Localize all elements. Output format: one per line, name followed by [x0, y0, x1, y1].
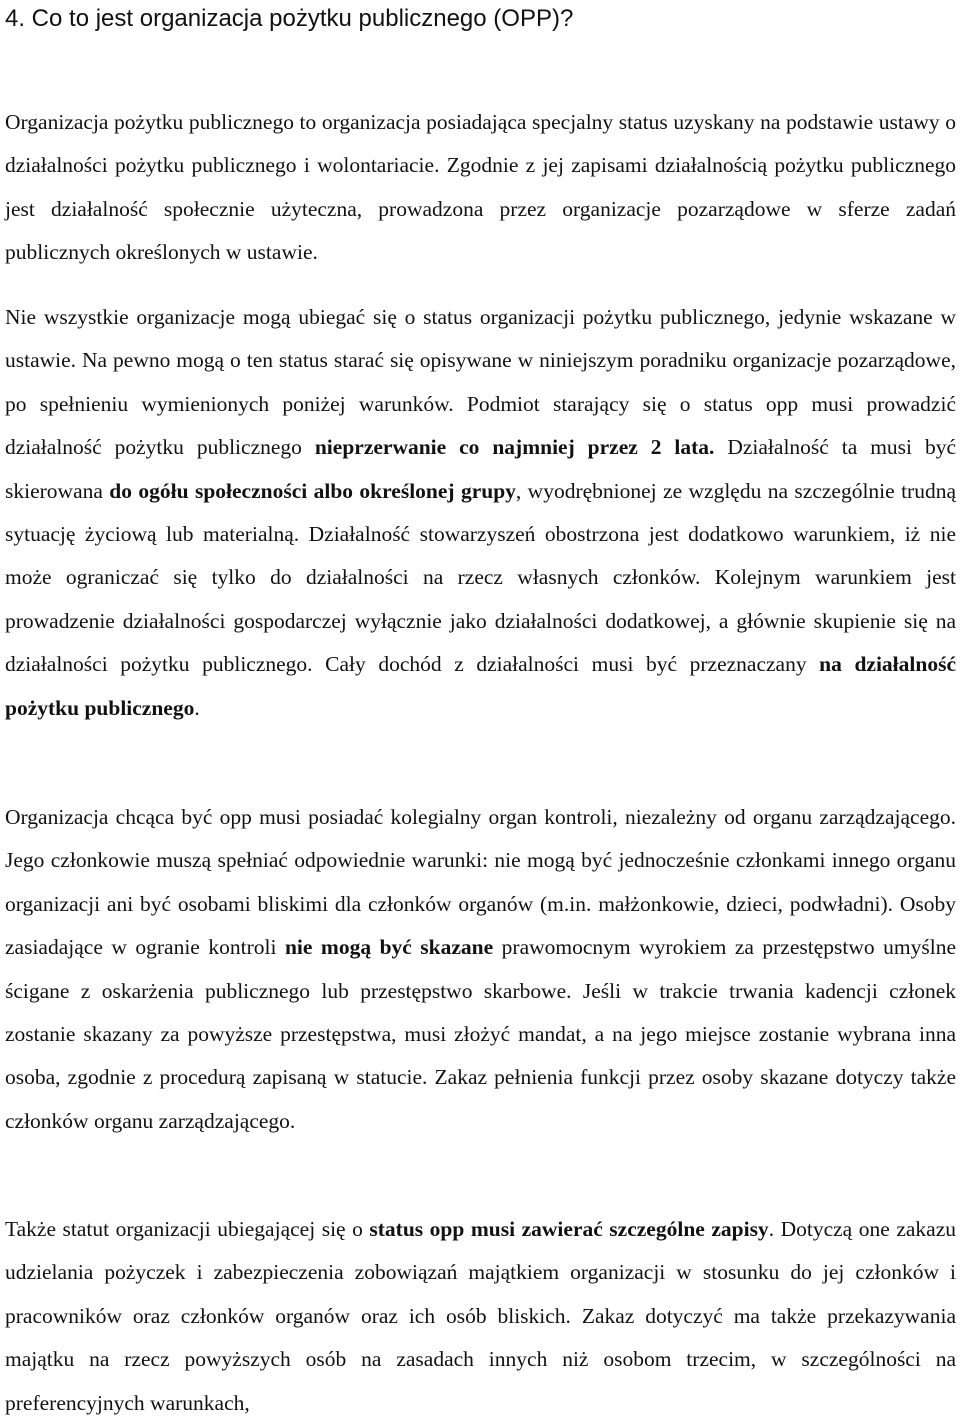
bold-text: status opp musi zawierać szczególne zapisy — [369, 1217, 769, 1241]
paragraph-statute — [5, 1208, 956, 1425]
bold-text: na działalność pożytku publicznego — [5, 652, 956, 720]
bold-text: do ogółu społeczności albo określonej grupy — [109, 478, 516, 503]
text-span: Działalność ta musi być skierowana — [5, 435, 956, 503]
document-page — [5, 0, 956, 1415]
paragraph-opp-definition: Organizacja pożytku publicznego to organizacja posiadająca specjalny status uzyskany na podstawie ustawy o działalności pożytku publicznego i wolontariacie. Zgodnie z jej zapisami działalnością pożytku publicznego jest działalność społecznie użyteczna, prowadzona przez organizacje pozarządowe w sferze zadań publicznych określonych w ustawie. — [5, 110, 956, 265]
text-span: prawomocnym wyrokiem za przestępstwo umyślne ścigane z oskarżenia publicznego lub przestępstwo skarbowe. Jeśli w trakcie trwania kadencji członek zostanie skazany za powyższe przestępstwa, musi złożyć mandat, a na jego miejsce zostanie wybrana inna osoba, zgodnie z procedurą zapisaną w statucie. Zakaz pełnienia funkcji przez osoby skazane dotyczy także członków organu zarządzającego. — [5, 935, 956, 1133]
paragraph-control-body — [5, 796, 956, 1143]
text-span: . — [194, 695, 200, 720]
bold-text: nieprzerwanie co najmniej przez 2 lata. — [314, 435, 715, 460]
text-span: , wyodrębnionej ze względu na szczególnie trudną sytuację życiową lub materialną. Działalność stowarzyszeń obostrzona jest dodatkowo warunkiem, iż nie może ograniczać się tylko do działalności na rzecz własnych członków. Kolejnym warunkiem jest prowadzenie działalności gospodarczej wyłącznie jako działalności dodatkowej, a głównie skupienie się na działalności pożytku publicznego. Cały dochód z działalności musi być przeznaczany — [5, 478, 956, 677]
text-span: Także statut organizacji ubiegającej się o — [5, 1217, 370, 1241]
bold-text: nie mogą być skazane — [284, 935, 494, 960]
text-span: Organizacja chcąca być opp musi posiadać kolegialny organ kontroli, niezależny od organu zarządzającego. Jego członkowie muszą spełniać odpowiednie warunki: nie mogą być jednocześnie członkami innego organu organizacji ani być osobami bliskimi dla członków organów (m.in. małżonkowie, dzieci, podwładni). Osoby zasiadające w ogranie kontroli — [5, 805, 956, 960]
text-span: . Dotyczą one zakazu udzielania pożyczek i zabezpieczenia zobowiązań majątkiem organizacji w stosunku do jej członków i pracowników oraz członków organów oraz ich osób bliskich. Zakaz dotyczyć ma także przekazywania majątku na rzecz powyższych osób na zasadach innych niż osobom trzecim, w szczególności na preferencyjnych warunkach, — [5, 1217, 956, 1415]
paragraph-opp-requirements — [5, 296, 956, 730]
text-span: Nie wszystkie organizacje mogą ubiegać się o status organizacji pożytku publicznego, jedynie wskazane w ustawie. Na pewno mogą o ten status starać się opisywane w niniejszym poradniku organizacje pozarządowe, po spełnieniu wymienionych poniżej warunków. Podmiot starający się o status opp musi prowadzić działalność pożytku publicznego — [5, 305, 956, 460]
section-heading: 4. Co to jest organizacja pożytku publicznego (OPP)? — [5, 5, 574, 32]
